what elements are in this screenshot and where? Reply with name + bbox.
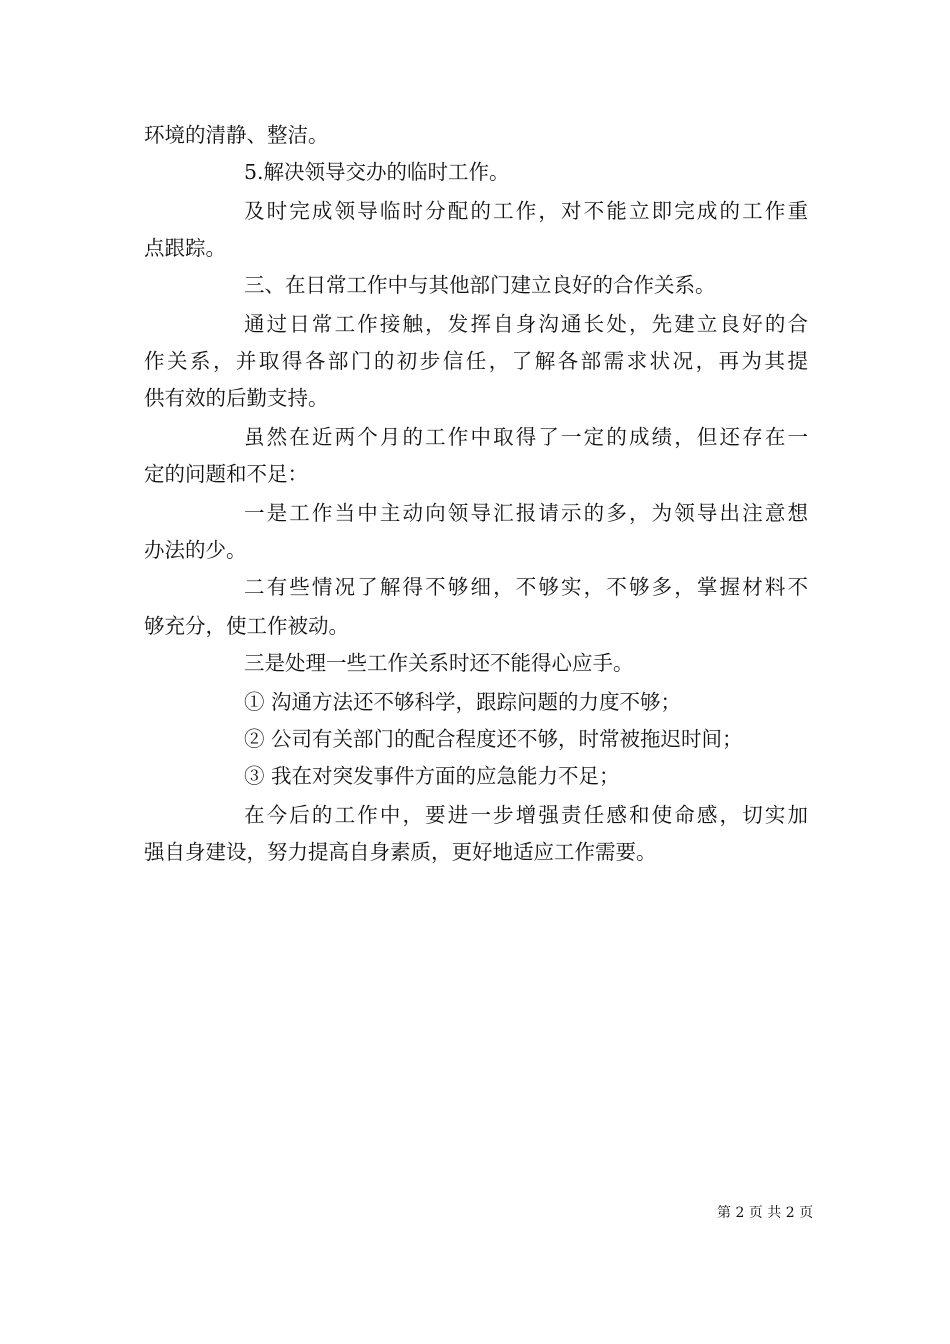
text-line: 一是工作当中主动向领导汇报请示的多，为领导出注意想 <box>244 501 808 525</box>
text-line: 够充分，使工作被动。 <box>144 614 349 638</box>
text-line: 通过日常工作接触，发挥自身沟通长处，先建立良好的合 <box>244 312 808 336</box>
text-line: 供有效的后勤支持。 <box>144 386 329 410</box>
text-line: 5.解决领导交办的临时工作。 <box>244 160 510 184</box>
text-line: 在今后的工作中，要进一步增强责任感和使命感，切实加 <box>244 803 808 827</box>
text-line: 三、在日常工作中与其他部门建立良好的合作关系。 <box>244 273 716 297</box>
text-line: 定的问题和不足： <box>144 462 308 486</box>
text-line: 环境的清静、整洁。 <box>144 123 329 147</box>
text-line: 二有些情况了解得不够细，不够实，不够多，掌握材料不 <box>244 575 808 599</box>
text-line: 作关系，并取得各部门的初步信任，了解各部需求状况，再为其提 <box>144 349 808 373</box>
page-number: 第 2 页 共 2 页 <box>717 1205 814 1221</box>
text-line: 虽然在近两个月的工作中取得了一定的成绩，但还存在一 <box>244 425 808 449</box>
text-line: 强自身建设，努力提高自身素质，更好地适应工作需要。 <box>144 840 657 864</box>
text-line: 点跟踪。 <box>144 236 226 260</box>
text-line: 及时完成领导临时分配的工作，对不能立即完成的工作重 <box>244 199 808 223</box>
list-item: ① 沟通方法还不够科学，跟踪问题的力度不够； <box>244 690 682 714</box>
list-item: ③ 我在对突发事件方面的应急能力不足； <box>244 764 620 788</box>
list-item: ② 公司有关部门的配合程度还不够，时常被拖迟时间； <box>244 727 743 751</box>
text-line: 办法的少。 <box>144 538 247 562</box>
text-line: 三是处理一些工作关系时还不能得心应手。 <box>244 651 634 675</box>
